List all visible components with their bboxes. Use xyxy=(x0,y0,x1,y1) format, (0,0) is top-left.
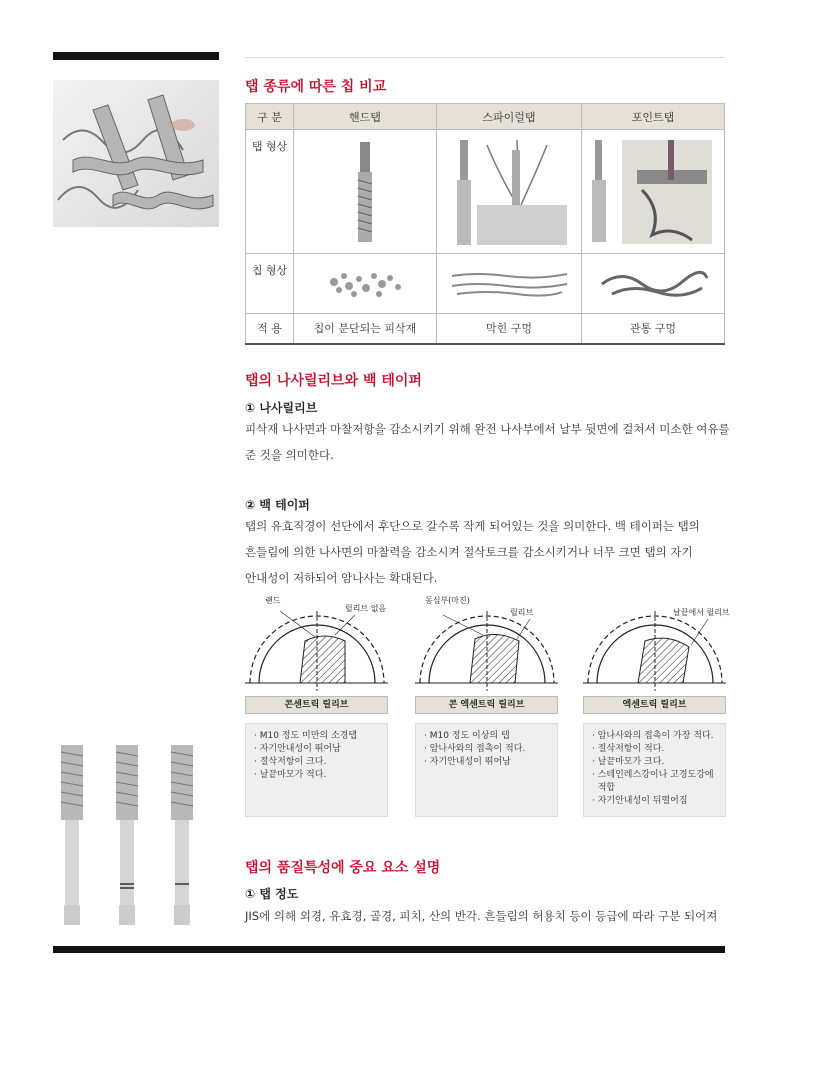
note-item: · 자기안내성이 뛰어남 xyxy=(254,744,341,754)
cone-eccentric-relief-notes xyxy=(415,723,558,817)
diagram-label-relief: 릴리브 xyxy=(510,608,534,617)
chip-comparison-table xyxy=(245,103,725,345)
note-item: · 암나사와의 접촉이 가장 적다. xyxy=(592,731,714,741)
row-label-chip-shape: 칩 형상 xyxy=(246,254,294,314)
hand-tap-chip-image xyxy=(294,254,437,314)
application-hand-tap: 칩이 분단되는 피삭재 xyxy=(294,314,437,344)
cone-eccentric-relief-caption: 콘 엑센트릭 릴리브 xyxy=(415,696,558,714)
taps-photo xyxy=(53,740,219,930)
header-hand-tap: 핸드탭 xyxy=(294,104,437,130)
thread-relief-text xyxy=(245,416,735,468)
application-spiral-tap: 막힌 구멍 xyxy=(437,314,582,344)
cone-eccentric-relief-diagram xyxy=(415,593,558,693)
back-taper-line: 흔들림에 의한 나사면의 마찰력을 감소시켜 절삭토크를 감소시키거나 너무 크면 탭의 자기 xyxy=(245,545,693,559)
note-item: · 스테인레스강이나 고경도강에 xyxy=(592,770,714,780)
eccentric-relief-caption: 엑센트릭 릴리브 xyxy=(583,696,726,714)
header-spiral-tap: 스파이럴탭 xyxy=(437,104,582,130)
top-accent-bar xyxy=(53,52,219,60)
back-taper-heading: ② 백 테이퍼 xyxy=(245,498,310,512)
diagram-label-land: 랜드 xyxy=(265,596,281,605)
note-item: · 날끝마모가 적다. xyxy=(254,770,327,780)
header-point-tap: 포인트탭 xyxy=(582,104,725,130)
eccentric-relief-notes xyxy=(583,723,726,817)
diagram-label-margin: 동심부(마진) xyxy=(425,596,470,605)
note-item: 적합 xyxy=(592,783,616,793)
chips-photo xyxy=(53,80,219,227)
comparison-title: 탭 종류에 따른 칩 비교 xyxy=(245,79,387,95)
point-tap-chip-image xyxy=(582,254,725,314)
spiral-tap-image xyxy=(437,130,582,254)
eccentric-relief-diagram xyxy=(583,593,730,693)
note-item: · 절삭저항이 크다. xyxy=(254,757,327,767)
tap-accuracy-heading: ① 탭 정도 xyxy=(245,887,299,901)
thread-relief-line: 준 것을 의미한다. xyxy=(245,448,334,462)
note-item: · 날끝마모가 크다. xyxy=(592,757,665,767)
back-taper-text xyxy=(245,513,735,591)
note-item: · M10 정도 이상의 탭 xyxy=(424,731,510,741)
spiral-tap-chip-image xyxy=(437,254,582,314)
row-label-application: 적 용 xyxy=(246,314,294,344)
top-divider xyxy=(245,57,725,58)
diagram-label-no-relief: 릴리브 없음 xyxy=(345,604,387,613)
back-taper-line: 안내성이 저하되어 암나사는 확대된다. xyxy=(245,571,438,585)
tap-accuracy-text: JIS에 의해 외경, 유효경, 골경, 피치, 산의 반각. 흔들림의 허용치 등이 등급에 따라 구분 되어져 xyxy=(245,909,718,923)
relief-title: 탭의 나사릴리브와 백 테이퍼 xyxy=(245,373,422,389)
header-category: 구 분 xyxy=(246,104,294,130)
note-item: · 암나사와의 접촉이 적다. xyxy=(424,744,526,754)
thread-relief-line: 피삭재 나사면과 마찰저항을 감소시키기 위해 완전 나사부에서 날부 뒷면에 걸쳐서 미소한 여유를 xyxy=(245,422,730,436)
hand-tap-image xyxy=(294,130,437,254)
note-item: · 자기안내성이 뒤떨어짐 xyxy=(592,796,688,806)
point-tap-image xyxy=(582,130,725,254)
concentric-relief-notes xyxy=(245,723,388,817)
diagram-label-relief-from-edge: 날끝에서 릴리브 xyxy=(673,608,730,617)
concentric-relief-caption: 콘센트릭 릴리브 xyxy=(245,696,388,714)
bottom-accent-bar xyxy=(53,946,725,953)
quality-title: 탭의 품질특성에 중요 요소 설명 xyxy=(245,860,441,876)
concentric-relief-diagram xyxy=(245,593,388,693)
application-point-tap: 관통 구멍 xyxy=(582,314,725,344)
row-label-tap-shape: 탭 형상 xyxy=(246,130,294,254)
note-item: · 자기안내성이 뛰어남 xyxy=(424,757,511,767)
note-item: · M10 정도 미만의 소경탭 xyxy=(254,731,358,741)
note-item: · 절삭저항이 적다. xyxy=(592,744,665,754)
thread-relief-heading: ① 나사릴리브 xyxy=(245,401,318,415)
back-taper-line: 탭의 유효직경이 선단에서 후단으로 갈수록 작게 되어있는 것을 의미한다. 백 테이퍼는 탭의 xyxy=(245,519,700,533)
